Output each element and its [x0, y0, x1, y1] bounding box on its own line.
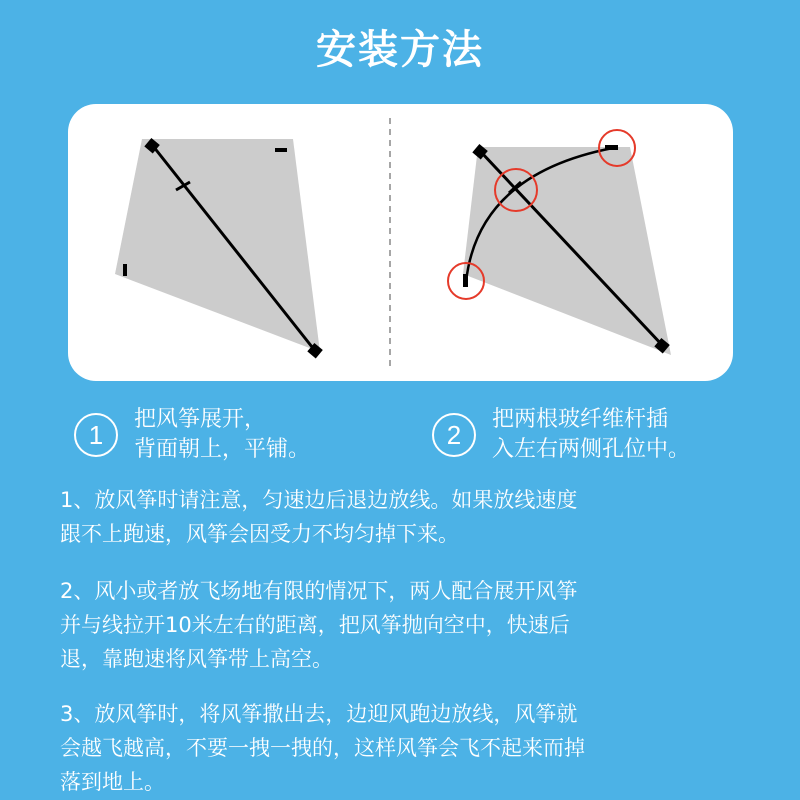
- step-2-text: [492, 405, 690, 465]
- step-1-text: [134, 405, 310, 465]
- page-title: 安装方法: [316, 27, 484, 73]
- note-line: 跟不上跑速，风筝会因受力不均匀掉下来。: [60, 522, 459, 546]
- spreader-end-right: [605, 145, 618, 150]
- note-line: 落到地上。: [60, 770, 165, 794]
- sleeve-slot-left: [123, 264, 127, 276]
- step-line: 背面朝上，平铺。: [134, 437, 311, 462]
- kite-flat-illustration: [115, 138, 323, 358]
- step-1: [74, 405, 354, 475]
- step-number-badge: 1: [74, 413, 118, 457]
- step-number-badge: 2: [432, 413, 476, 457]
- spreader-end-left: [463, 274, 468, 287]
- kite-assembled-illustration: [448, 130, 671, 355]
- note-1: [60, 483, 760, 551]
- note-3: [60, 697, 760, 799]
- note-line: 2、风小或者放飞场地有限的情况下，两人配合展开风筝: [60, 579, 578, 603]
- note-line: 3、放风筝时，将风筝撒出去，边迎风跑边放线，风筝就: [60, 702, 578, 726]
- kite-sail-right: [463, 147, 671, 355]
- step-line: 入左右两侧孔位中。: [492, 437, 691, 462]
- sleeve-slot-right: [275, 148, 287, 152]
- kite-diagram: [68, 104, 733, 381]
- step-line: 把风筝展开，: [134, 407, 267, 432]
- note-line: 1、放风筝时请注意，匀速边后退边放线。如果放线速度: [60, 488, 578, 512]
- diagram-panel: [68, 104, 733, 381]
- step-line: 把两根玻纤维杆插: [492, 407, 669, 432]
- note-2: [60, 574, 760, 676]
- step-2: [432, 405, 732, 475]
- note-line: 会越飞越高，不要一拽一拽的，这样风筝会飞不起来而掉: [60, 736, 585, 760]
- note-line: 并与线拉开10米左右的距离，把风筝抛向空中，快速后: [60, 613, 570, 637]
- note-line: 退，靠跑速将风筝带上高空。: [60, 647, 333, 671]
